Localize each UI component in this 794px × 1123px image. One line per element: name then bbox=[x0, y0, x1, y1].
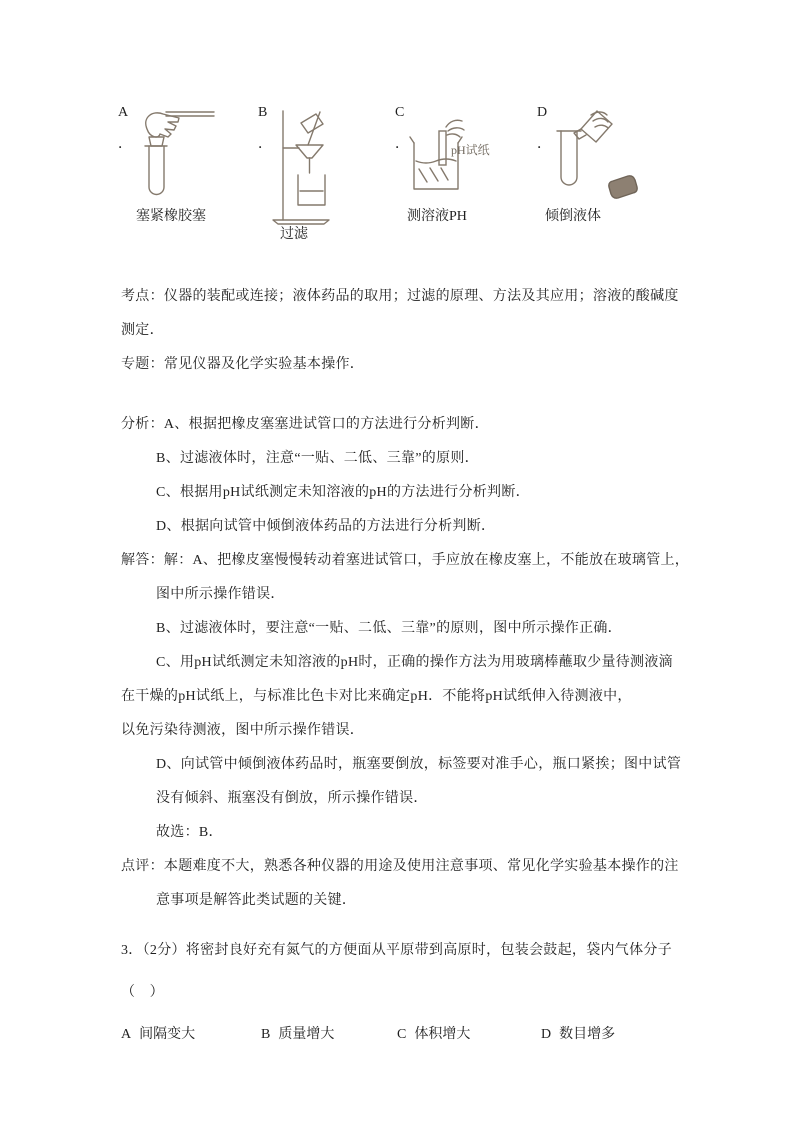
answer-options-figure-row bbox=[118, 103, 698, 253]
explanation-line: 测定． bbox=[121, 323, 164, 338]
ph-paper-label: pH试纸 bbox=[451, 143, 490, 157]
option-period-b: ． bbox=[258, 137, 272, 152]
explanation-line-fenxi: 分析：A、根据把橡皮塞塞进试管口的方法进行分析判断． bbox=[121, 417, 489, 432]
explanation-line: 没有倾斜、瓶塞没有倒放，所示操作错误． bbox=[156, 791, 428, 806]
stopper-insertion-illustration bbox=[132, 103, 220, 203]
figure-caption-a: 塞紧橡胶塞 bbox=[136, 209, 206, 224]
option-letter-a: A bbox=[118, 105, 129, 120]
explanation-line: D、向试管中倾倒液体药品时，瓶塞要倒放，标签要对准手心，瓶口紧挨；图中试管 bbox=[156, 757, 682, 772]
figure-caption-c: 测溶液PH bbox=[407, 209, 467, 224]
option-letter-c: C bbox=[395, 105, 405, 120]
option-letter-b: B bbox=[258, 105, 268, 120]
option-letter: A bbox=[121, 1027, 132, 1042]
explanation-line: 在干燥的pH试纸上，与标准比色卡对比来确定pH．不能将pH试纸伸入待测液中， bbox=[121, 689, 632, 704]
answer-option-c bbox=[397, 1018, 541, 1052]
explanation-line: 以免污染待测液，图中所示操作错误． bbox=[121, 723, 365, 738]
option-text: 数目增多 bbox=[559, 1027, 616, 1042]
option-letter: D bbox=[541, 1027, 552, 1042]
option-text: 质量增大 bbox=[278, 1027, 335, 1042]
answer-option-b bbox=[261, 1018, 397, 1052]
answer-option-d bbox=[541, 1018, 721, 1052]
question-3-stem: 3．（2分）将密封良好充有氮气的方便面从平原带到高原时，包装会鼓起，袋内气体分子 bbox=[121, 943, 672, 958]
explanation-line-dianping: 点评：本题难度不大，熟悉各种仪器的用途及使用注意事项、常见化学实验基本操作的注 bbox=[121, 859, 679, 874]
filtration-illustration bbox=[270, 103, 336, 227]
question-3-options bbox=[121, 1018, 721, 1052]
pouring-liquid-illustration bbox=[547, 105, 641, 203]
option-letter: C bbox=[397, 1027, 407, 1042]
option-period-c: ． bbox=[395, 137, 409, 152]
option-text: 体积增大 bbox=[414, 1027, 471, 1042]
figure-caption-d: 倾倒液体 bbox=[545, 209, 601, 224]
explanation-line-answer: 故选：B． bbox=[156, 825, 223, 840]
explanation-line: B、过滤液体时，注意“一贴、二低、三靠”的原则． bbox=[156, 451, 479, 466]
answer-option-a bbox=[121, 1018, 261, 1052]
option-figure-a bbox=[118, 103, 248, 253]
question-3 bbox=[121, 934, 721, 1052]
figure-caption-b: 过滤 bbox=[280, 227, 308, 242]
explanation-line: 图中所示操作错误． bbox=[156, 587, 285, 602]
option-letter-d: D bbox=[537, 105, 548, 120]
option-letter: B bbox=[261, 1027, 271, 1042]
explanation-line: B、过滤液体时，要注意“一贴、二低、三靠”的原则，图中所示操作正确． bbox=[156, 621, 622, 636]
option-period-d: ． bbox=[537, 137, 551, 152]
explanation-line-zhuanti: 专题：常见仪器及化学实验基本操作． bbox=[121, 357, 365, 372]
option-period-a: ． bbox=[118, 137, 132, 152]
option-figure-b bbox=[258, 103, 383, 253]
question-3-answer-blank: （ ） bbox=[121, 985, 164, 1000]
explanation-line: 意事项是解答此类试题的关键． bbox=[156, 893, 357, 908]
explanation-body bbox=[121, 280, 721, 1052]
option-figure-c bbox=[395, 103, 530, 253]
explanation-line-kaodian: 考点：仪器的装配或连接；液体药品的取用；过滤的原理、方法及其应用；溶液的酸碱度 bbox=[121, 289, 679, 304]
explanation-line-jieda: 解答：解：A、把橡皮塞慢慢转动着塞进试管口，手应放在橡皮塞上，不能放在玻璃管上， bbox=[121, 553, 690, 568]
explanation-line: C、根据用pH试纸测定未知溶液的pH的方法进行分析判断． bbox=[156, 485, 530, 500]
explanation-line: C、用pH试纸测定未知溶液的pH时，正确的操作方法为用玻璃棒蘸取少量待测液滴 bbox=[156, 655, 673, 670]
option-figure-d bbox=[537, 103, 677, 253]
explanation-line: D、根据向试管中倾倒液体药品的方法进行分析判断． bbox=[156, 519, 496, 534]
option-text: 间隔变大 bbox=[139, 1027, 196, 1042]
